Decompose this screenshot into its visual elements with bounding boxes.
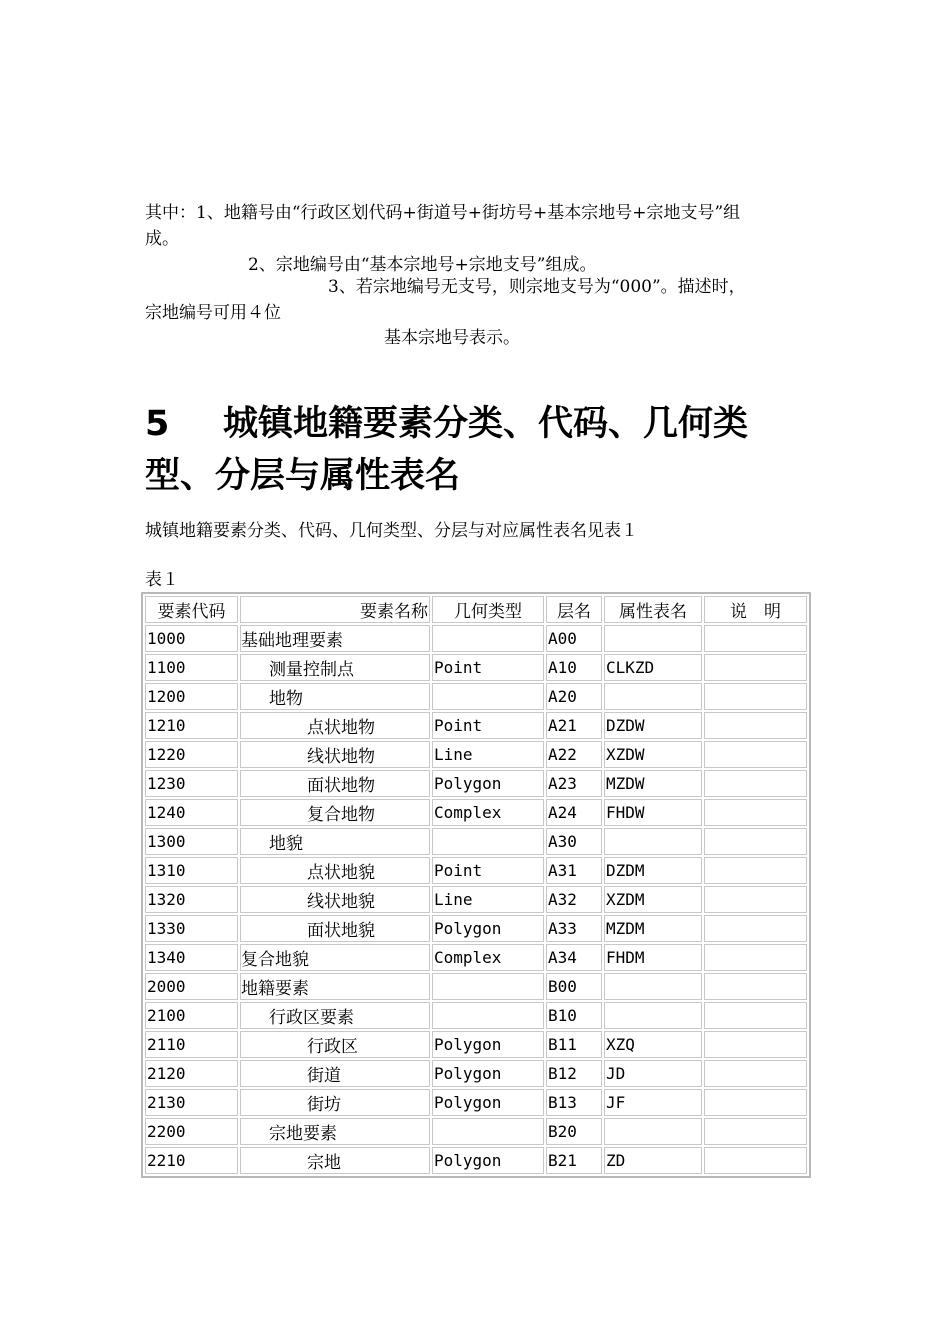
cell-layer: A31: [546, 857, 602, 884]
table-row: [145, 1031, 807, 1058]
cell-geometry: [432, 973, 544, 1000]
cell-name: 线状地物: [240, 741, 430, 768]
cell-code: 1330: [145, 915, 238, 942]
cell-note: [704, 1031, 807, 1058]
table-row: [145, 741, 807, 768]
cell-note: [704, 799, 807, 826]
table-row: [145, 828, 807, 855]
cell-code: 1300: [145, 828, 238, 855]
cell-note: [704, 828, 807, 855]
cell-note: [704, 1060, 807, 1087]
cell-attr-table: FHDW: [604, 799, 702, 826]
cell-geometry: Complex: [432, 799, 544, 826]
cell-code: 1000: [145, 625, 238, 652]
cell-layer: A21: [546, 712, 602, 739]
cell-code: 1200: [145, 683, 238, 710]
cell-geometry: Polygon: [432, 1147, 544, 1174]
header-attr-table: 属性表名: [604, 596, 702, 623]
table-row: [145, 799, 807, 826]
cell-layer: B21: [546, 1147, 602, 1174]
cell-name: 宗地要素: [240, 1118, 430, 1145]
cell-name: 面状地貌: [240, 915, 430, 942]
cell-geometry: Complex: [432, 944, 544, 971]
note-line-1-cont: 成。: [145, 229, 179, 249]
cell-name: 街坊: [240, 1089, 430, 1116]
cell-attr-table: DZDM: [604, 857, 702, 884]
header-name: 要素名称: [240, 596, 430, 623]
cell-name: 地貌: [240, 828, 430, 855]
table-row: [145, 625, 807, 652]
cell-note: [704, 741, 807, 768]
table-row: [145, 1147, 807, 1174]
cell-code: 2000: [145, 973, 238, 1000]
table-caption: 表１: [145, 570, 179, 590]
table-row: [145, 1060, 807, 1087]
cell-note: [704, 654, 807, 681]
section-number: 5: [145, 404, 170, 444]
cell-geometry: Line: [432, 741, 544, 768]
cell-attr-table: FHDM: [604, 944, 702, 971]
note-line-3-cont: 宗地编号可用４位: [145, 303, 281, 323]
cell-name: 点状地貌: [240, 857, 430, 884]
cell-geometry: [432, 683, 544, 710]
cell-layer: B12: [546, 1060, 602, 1087]
cell-note: [704, 1147, 807, 1174]
cell-layer: A32: [546, 886, 602, 913]
note-line-3-end: 基本宗地号表示。: [384, 328, 520, 348]
cell-attr-table: [604, 973, 702, 1000]
cell-note: [704, 944, 807, 971]
cell-note: [704, 1089, 807, 1116]
cell-name: 地物: [240, 683, 430, 710]
cell-layer: A24: [546, 799, 602, 826]
cell-attr-table: [604, 683, 702, 710]
cell-layer: A10: [546, 654, 602, 681]
cell-code: 2200: [145, 1118, 238, 1145]
cell-note: [704, 1118, 807, 1145]
header-geometry: 几何类型: [432, 596, 544, 623]
table-row: [145, 857, 807, 884]
note-line-3: 3、若宗地编号无支号，则宗地支号为“000”。描述时，: [328, 277, 746, 297]
cell-name: 宗地: [240, 1147, 430, 1174]
cell-note: [704, 1002, 807, 1029]
cell-layer: A23: [546, 770, 602, 797]
cell-code: 2120: [145, 1060, 238, 1087]
cell-note: [704, 857, 807, 884]
cell-attr-table: [604, 1002, 702, 1029]
table-row: [145, 1089, 807, 1116]
cell-code: 1320: [145, 886, 238, 913]
cell-geometry: Line: [432, 886, 544, 913]
cell-geometry: Polygon: [432, 1060, 544, 1087]
cell-layer: B10: [546, 1002, 602, 1029]
cell-note: [704, 973, 807, 1000]
cell-geometry: Polygon: [432, 1031, 544, 1058]
header-layer: 层名: [546, 596, 602, 623]
cell-name: 行政区: [240, 1031, 430, 1058]
cell-code: 1310: [145, 857, 238, 884]
cell-attr-table: MZDW: [604, 770, 702, 797]
cell-geometry: Polygon: [432, 770, 544, 797]
cell-note: [704, 886, 807, 913]
table-row: [145, 915, 807, 942]
cell-layer: A33: [546, 915, 602, 942]
intro-paragraph: 城镇地籍要素分类、代码、几何类型、分层与对应属性表名见表１: [145, 521, 638, 541]
cell-attr-table: MZDM: [604, 915, 702, 942]
cell-attr-table: XZQ: [604, 1031, 702, 1058]
table-body: [145, 625, 807, 1174]
cell-attr-table: [604, 828, 702, 855]
cell-name: 街道: [240, 1060, 430, 1087]
table-row: [145, 654, 807, 681]
cell-name: 地籍要素: [240, 973, 430, 1000]
section-title-line-1: 城镇地籍要素分类、代码、几何类: [223, 404, 749, 444]
table-row: [145, 1002, 807, 1029]
note-line-1: 其中：1、地籍号由“行政区划代码+街道号+街坊号+基本宗地号+宗地支号”组: [145, 203, 741, 223]
cell-note: [704, 915, 807, 942]
cell-name: 面状地物: [240, 770, 430, 797]
cell-attr-table: JD: [604, 1060, 702, 1087]
cell-code: 1210: [145, 712, 238, 739]
cell-name: 基础地理要素: [240, 625, 430, 652]
cell-attr-table: ZD: [604, 1147, 702, 1174]
table-row: [145, 886, 807, 913]
cell-attr-table: CLKZD: [604, 654, 702, 681]
cell-note: [704, 712, 807, 739]
cell-geometry: Point: [432, 654, 544, 681]
table-row: [145, 712, 807, 739]
cell-note: [704, 625, 807, 652]
table-header-row: [145, 596, 807, 623]
cell-layer: B11: [546, 1031, 602, 1058]
table-row: [145, 944, 807, 971]
cell-attr-table: [604, 1118, 702, 1145]
cell-code: 1220: [145, 741, 238, 768]
cell-name: 线状地貌: [240, 886, 430, 913]
header-note: 说 明: [704, 596, 807, 623]
cell-note: [704, 683, 807, 710]
cell-layer: B00: [546, 973, 602, 1000]
cell-code: 1100: [145, 654, 238, 681]
cell-geometry: [432, 1118, 544, 1145]
cell-name: 复合地貌: [240, 944, 430, 971]
table-row: [145, 973, 807, 1000]
cell-geometry: Point: [432, 857, 544, 884]
cell-layer: A34: [546, 944, 602, 971]
note-line-2: 2、宗地编号由“基本宗地号+宗地支号”组成。: [248, 255, 597, 275]
cell-code: 2210: [145, 1147, 238, 1174]
feature-table: [141, 592, 811, 1178]
cell-note: [704, 770, 807, 797]
table-row: [145, 683, 807, 710]
cell-attr-table: XZDM: [604, 886, 702, 913]
section-title-line-2: 型、分层与属性表名: [145, 456, 461, 496]
cell-layer: A22: [546, 741, 602, 768]
section-heading: [145, 398, 815, 502]
cell-attr-table: XZDW: [604, 741, 702, 768]
cell-attr-table: JF: [604, 1089, 702, 1116]
cell-code: 2110: [145, 1031, 238, 1058]
cell-code: 1240: [145, 799, 238, 826]
header-code: 要素代码: [145, 596, 238, 623]
cell-geometry: [432, 828, 544, 855]
cell-geometry: Polygon: [432, 915, 544, 942]
cell-geometry: Polygon: [432, 1089, 544, 1116]
table-row: [145, 770, 807, 797]
cell-code: 1230: [145, 770, 238, 797]
cell-code: 2100: [145, 1002, 238, 1029]
cell-layer: A00: [546, 625, 602, 652]
cell-geometry: Point: [432, 712, 544, 739]
cell-geometry: [432, 1002, 544, 1029]
cell-name: 行政区要素: [240, 1002, 430, 1029]
cell-layer: B20: [546, 1118, 602, 1145]
cell-attr-table: DZDW: [604, 712, 702, 739]
cell-geometry: [432, 625, 544, 652]
cell-name: 点状地物: [240, 712, 430, 739]
cell-layer: A20: [546, 683, 602, 710]
cell-layer: B13: [546, 1089, 602, 1116]
cell-layer: A30: [546, 828, 602, 855]
cell-name: 测量控制点: [240, 654, 430, 681]
cell-code: 2130: [145, 1089, 238, 1116]
cell-name: 复合地物: [240, 799, 430, 826]
cell-attr-table: [604, 625, 702, 652]
table-row: [145, 1118, 807, 1145]
cell-code: 1340: [145, 944, 238, 971]
